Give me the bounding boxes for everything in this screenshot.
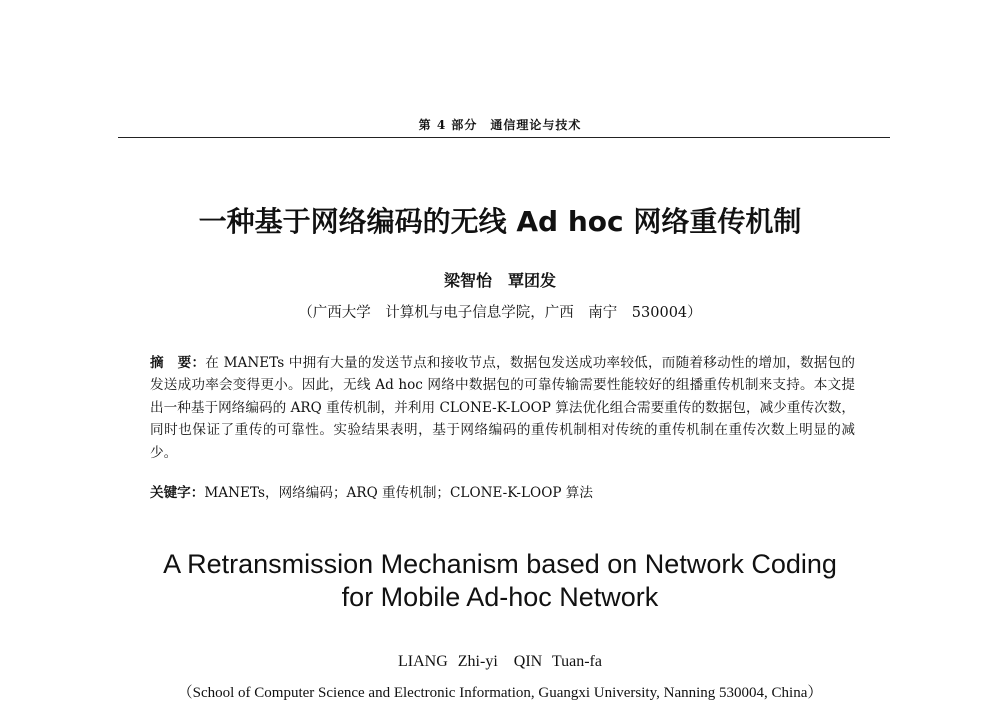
abstract-text: 在 MANETs 中拥有大量的发送节点和接收节点，数据包发送成功率较低，而随着移动性的增加，数据包的发送成功率会变得更小。因此，无线 Ad hoc 网络中数据包的可靠传输需要性能较好的组播重传机制来支持。本文提出一种基于网络编码的 ARQ 重传机制，并利用 CLONE-K-LOOP 算法优化组合需要重传的数据包，减少重传次数，同时也保证了重传的可靠性。实验结果表明，基于网络编码的重传机制相对传统的重传机制在重传次数上明显的减少。	[150, 355, 855, 461]
english-affiliation: （School of Computer Science and Electronic Information, Guangxi University, Nanning 530004, China）	[177, 685, 823, 701]
abstract	[150, 352, 855, 464]
chinese-authors: 梁智怡 覃团发	[443, 271, 556, 290]
header-rule	[118, 137, 890, 138]
english-title	[0, 548, 1000, 614]
running-header: 第 4 部分 通信理论与技术	[418, 118, 582, 132]
abstract-label: 摘 要：	[150, 355, 206, 371]
keywords-text: MANETs，网络编码；ARQ 重传机制；CLONE-K-LOOP 算法	[204, 485, 593, 501]
english-authors: LIANG Zhi-yi QIN Tuan-fa	[398, 653, 602, 670]
keywords-label: 关键字：	[150, 485, 205, 501]
english-title-line-1: A Retransmission Mechanism based on Network Coding	[163, 549, 837, 579]
english-title-line-2: for Mobile Ad-hoc Network	[341, 582, 659, 612]
keywords	[150, 482, 855, 504]
chinese-affiliation: （广西大学 计算机与电子信息学院，广西 南宁 530004）	[298, 305, 702, 321]
chinese-title: 一种基于网络编码的无线 Ad hoc 网络重传机制	[198, 205, 802, 238]
